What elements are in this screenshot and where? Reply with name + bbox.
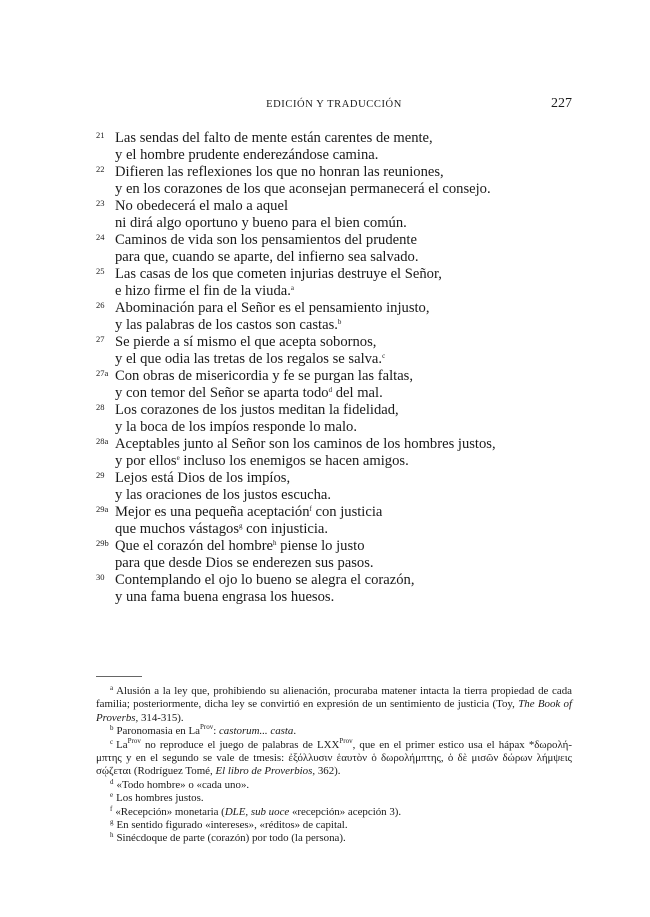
verse-number: 26 xyxy=(96,300,105,310)
verse-line: Aceptables junto al Señor son los caminos de los hombres justos, xyxy=(115,436,496,452)
footnote-italic: DLE, sub uoce xyxy=(224,805,290,818)
verse xyxy=(96,538,566,572)
verse-number: 23 xyxy=(96,198,105,208)
verse-list xyxy=(96,130,566,606)
verse xyxy=(96,572,566,606)
verse-line: y con temor del Señor se aparta todo$^d$ del mal. xyxy=(115,385,383,401)
verse-number: 28 xyxy=(96,402,105,412)
footnote-g xyxy=(96,819,572,832)
footnote-ref: f xyxy=(309,505,312,513)
verse-line: y la boca de los impíos responde lo malo. xyxy=(115,419,357,435)
footnote-italic: castorum... casta xyxy=(218,725,294,738)
footnote-text: 362). xyxy=(315,765,341,778)
footnote-text: Alusión a la ley que, prohibiendo su alienación, procuraba matener intacta la tierra propiedad de cada familia; posteriormente, dicha ley se convirtió en expresión de un sentimiento de justicia (Toy, xyxy=(96,685,572,711)
verse xyxy=(96,232,566,266)
verse-line: Que el corazón del hombre$^h$ piense lo justo xyxy=(115,538,365,554)
footnote-italic: The Book of Proverbs, xyxy=(96,698,572,724)
footnotes xyxy=(96,685,572,846)
footnote-d xyxy=(96,779,572,792)
footnote-b xyxy=(96,725,572,738)
verse-number: 29 xyxy=(96,470,105,480)
footnote-h xyxy=(96,832,572,845)
footnote-ref: d xyxy=(328,386,333,394)
footnote-text: no reproduce el juego de palabras de LXX xyxy=(140,738,340,751)
verse-number: 21 xyxy=(96,130,105,140)
footnote-c xyxy=(96,736,572,779)
verse-line: Mejor es una pequeña aceptación$^f$ con justicia xyxy=(115,504,383,520)
verse-line: para que, cuando se aparte, del infierno sea salvado. xyxy=(115,249,419,265)
verse-line: Los corazones de los justos meditan la fidelidad, xyxy=(115,402,399,418)
footnote-text: «Todo hombre» o «cada uno». xyxy=(116,778,250,791)
verse-line: y por ellos$^e$ incluso los enemigos se hacen amigos. xyxy=(115,453,409,469)
verse-number: 25 xyxy=(96,266,105,276)
verse xyxy=(96,198,566,232)
verse-line: que muchos vástagos$^g$ con injusticia. xyxy=(115,521,329,537)
page-number: 227 xyxy=(551,96,572,111)
verse-line: ni dirá algo oportuno y bueno para el bien común. xyxy=(115,215,407,231)
verse xyxy=(96,470,566,504)
verse-line: Las sendas del falto de mente están carentes de mente, xyxy=(115,130,433,146)
running-header xyxy=(96,98,572,114)
footnote-text: Sinécdoque de parte (corazón) por todo (la persona). xyxy=(116,832,346,845)
verse-line: Se pierde a sí mismo el que acepta sobornos, xyxy=(115,334,377,350)
footnote-text: En sentido figurado «intereses», «réditos» de capital. xyxy=(116,819,348,832)
verse-line: Lejos está Dios de los impíos, xyxy=(115,470,291,486)
verse-line: y una fama buena engrasa los huesos. xyxy=(115,589,335,605)
footnote-marker: g xyxy=(110,818,114,827)
footnote-ref: a xyxy=(290,284,294,292)
verse-line: y el hombre prudente enderezándose camina. xyxy=(115,147,379,163)
verse xyxy=(96,334,566,368)
verse xyxy=(96,130,566,164)
verse-line: Abominación para el Señor es el pensamiento injusto, xyxy=(115,300,430,316)
footnote-text: «Recepción» monetaria ( xyxy=(115,805,225,818)
verse-line: Con obras de misericordia y fe se purgan las faltas, xyxy=(115,368,414,384)
footnote-marker: e xyxy=(110,791,114,800)
footnote-marker: d xyxy=(110,777,114,786)
verse xyxy=(96,402,566,436)
verse-line: e hizo firme el fin de la viuda.$^a$ xyxy=(115,283,294,299)
footnote-superscript: Prov xyxy=(339,736,353,745)
verse-line: Contemplando el ojo lo bueno se alegra el corazón, xyxy=(115,572,415,588)
footnote-ref: b xyxy=(337,318,342,326)
verse-number: 28a xyxy=(96,436,109,446)
footnote-a xyxy=(96,685,572,725)
verse-number: 27 xyxy=(96,334,105,344)
footnote-marker: h xyxy=(110,831,114,840)
footnote-text: 314-315). xyxy=(138,711,184,724)
footnote-marker: a xyxy=(110,684,114,692)
verse-line: y en los corazones de los que aconsejan permanecerá el consejo. xyxy=(115,181,491,197)
footnote-text: «recepción» acepción 3). xyxy=(289,805,402,818)
verse-line: Las casas de los que cometen injurias destruye el Señor, xyxy=(115,266,442,282)
footnote-text: . xyxy=(293,725,297,738)
footnote-separator xyxy=(96,676,142,677)
footnote-e xyxy=(96,792,572,805)
footnote-marker: b xyxy=(110,724,114,733)
verse-line: y las oraciones de los justos escucha. xyxy=(115,487,332,503)
verse-line: Difieren las reflexiones los que no honran las reuniones, xyxy=(115,164,444,180)
verse-line: y las palabras de los castos son castas.$^b$ xyxy=(115,317,342,333)
footnote-ref: h xyxy=(273,539,277,547)
verse xyxy=(96,300,566,334)
verse-number: 22 xyxy=(96,164,105,174)
verse-line: para que desde Dios se enderezen sus pasos. xyxy=(115,555,374,571)
verse xyxy=(96,164,566,198)
verse-line: y el que odia las tretas de los regalos se salva.$^c$ xyxy=(115,351,386,367)
footnote-superscript: Prov xyxy=(127,736,141,745)
verse xyxy=(96,436,566,470)
verse-line: Caminos de vida son los pensamientos del prudente xyxy=(115,232,417,248)
footnote-marker: f xyxy=(110,804,113,813)
footnote-superscript: Prov xyxy=(199,723,214,732)
footnote-italic: El libro de Proverbios, xyxy=(215,765,316,778)
running-title: EDICIÓN Y TRADUCCIÓN xyxy=(266,99,402,110)
footnote-ref: c xyxy=(382,352,386,360)
verse-number: 24 xyxy=(96,232,105,242)
verse-number: 30 xyxy=(96,572,105,582)
footnote-text: Paronomasia en La xyxy=(116,725,200,738)
footnote-text: , que en el primer estico usa el hápax *δωρολή-μπτης y en el segundo se vale de tmesis: ἐξόλλυσιν ἑαυτὸν ὁ δωρολήμπτης, ὁ δὲ μισῶν δώρων λήμψεις σῴζεται (Rodríguez Tomé, xyxy=(96,738,572,778)
verse xyxy=(96,266,566,300)
footnote-ref: e xyxy=(176,454,180,462)
verse-line: No obedecerá el malo a aquel xyxy=(115,198,289,214)
footnote-marker: c xyxy=(110,737,114,746)
verse xyxy=(96,504,566,538)
verse-number: 29b xyxy=(96,538,109,548)
footnote-text: Los hombres justos. xyxy=(116,792,204,805)
footnote-text: : xyxy=(213,725,219,738)
footnote-text: La xyxy=(116,738,128,751)
verse xyxy=(96,368,566,402)
footnote-ref: g xyxy=(239,522,243,530)
verse-number: 27a xyxy=(96,368,109,378)
verse-number: 29a xyxy=(96,504,109,514)
footnote-f xyxy=(96,806,572,819)
